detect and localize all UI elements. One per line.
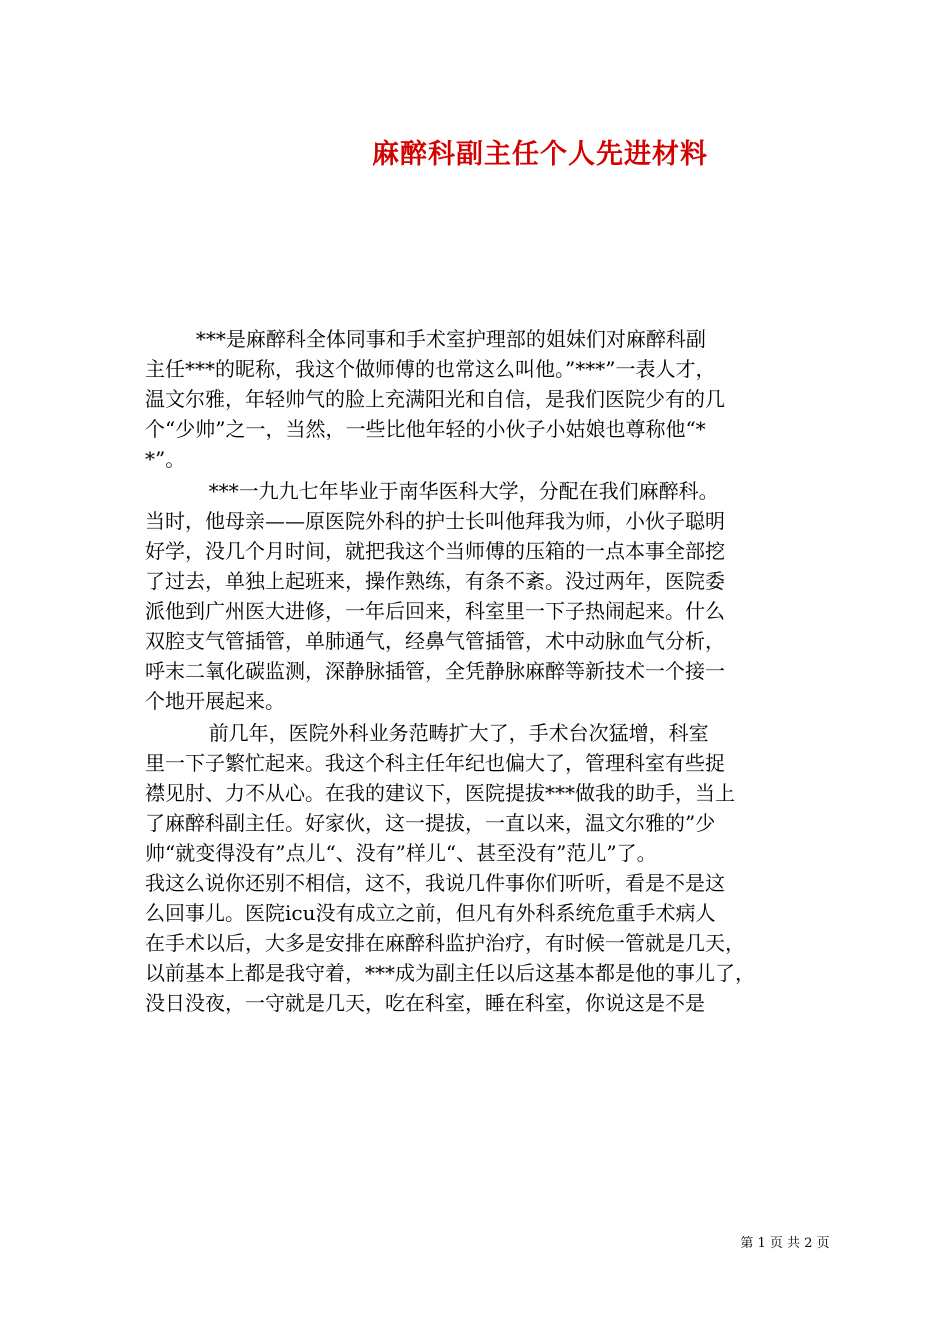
text-line: 当时，他母亲——原医院外科的护士长叫他拜我为师，小伙子聪明	[145, 509, 725, 533]
text-line: 双腔支气管插管，单肺通气，经鼻气管插管，术中动脉血气分析，	[145, 629, 725, 653]
text-line: 以前基本上都是我守着，***成为副主任以后这基本都是他的事儿了，	[145, 961, 755, 985]
text-line: 我这么说你还别不相信，这不，我说几件事你们听听，看是不是这	[145, 871, 725, 895]
text-line: 主任***的昵称，我这个做师傅的也常这么叫他。”***”一表人才，	[145, 357, 716, 381]
text-line: 个地开展起来。	[145, 689, 285, 713]
text-line: 个“少帅”之一，当然，一些比他年轻的小伙子小姑娘也尊称他“*	[145, 417, 706, 441]
document-body	[145, 324, 815, 1018]
page-number-footer: 第 1 页 共 2 页	[740, 1236, 830, 1251]
text-line: 没日没夜，一守就是几天，吃在科室，睡在科室，你说这是不是	[145, 991, 705, 1015]
text-line: *”。	[145, 447, 186, 471]
paragraph-3	[145, 718, 815, 1018]
text-line: ***一九九七年毕业于南华医科大学，分配在我们麻醉科。	[145, 479, 719, 503]
text-line: ***是麻醉科全体同事和手术室护理部的姐妹们对麻醉科副	[145, 327, 706, 351]
paragraph-1	[145, 324, 815, 474]
text-line: 里一下子繁忙起来。我这个科主任年纪也偏大了，管理科室有些捉	[145, 751, 725, 775]
text-line: 好学，没几个月时间，就把我这个当师傅的压箱的一点本事全部挖	[145, 539, 725, 563]
text-line: 派他到广州医大进修，一年后回来，科室里一下子热闹起来。什么	[145, 599, 725, 623]
text-line: 前几年，医院外科业务范畴扩大了，手术台次猛增，科室	[145, 721, 709, 745]
paragraph-2	[145, 476, 815, 716]
text-line: 呼末二氧化碳监测，深静脉插管，全凭静脉麻醉等新技术一个接一	[145, 659, 725, 683]
document-title: 麻醉科副主任个人先进材料	[372, 139, 708, 170]
text-line: 在手术以后，大多是安排在麻醉科监护治疗，有时候一管就是几天，	[145, 931, 745, 955]
text-line: 温文尔雅，年轻帅气的脸上充满阳光和自信，是我们医院少有的几	[145, 387, 725, 411]
text-line: 帅“就变得没有”点儿“、没有”样儿“、甚至没有”范儿”了。	[145, 841, 657, 865]
text-line: 么回事儿。医院icu没有成立之前，但凡有外科系统危重手术病人	[145, 901, 716, 925]
text-line: 了麻醉科副主任。好家伙，这一提拔，一直以来，温文尔雅的”少	[145, 811, 716, 835]
text-line: 了过去，单独上起班来，操作熟练，有条不紊。没过两年，医院委	[145, 569, 725, 593]
text-line: 襟见肘、力不从心。在我的建议下，医院提拔***做我的助手，当上	[145, 781, 735, 805]
